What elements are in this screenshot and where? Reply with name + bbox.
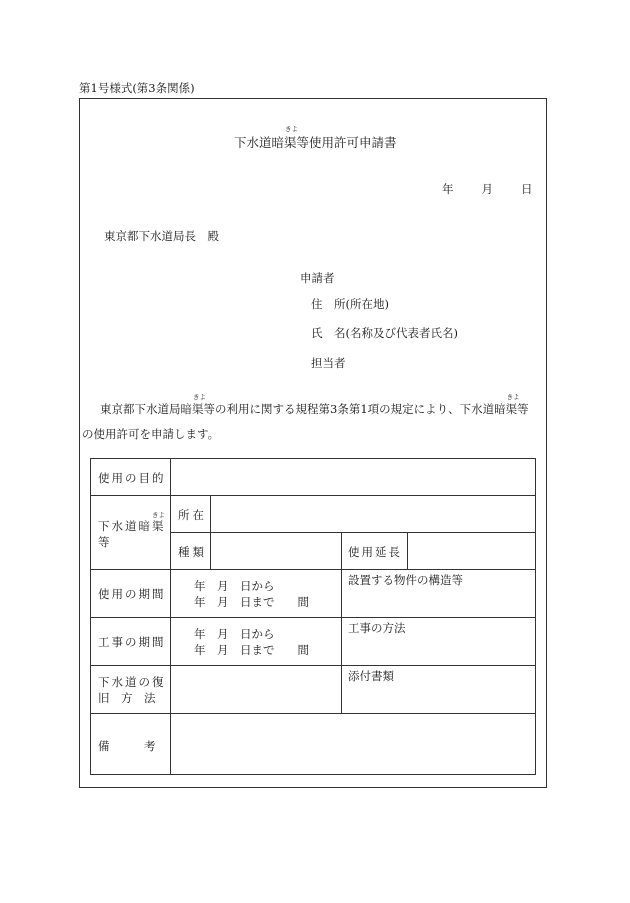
applicant-name: 氏 名(名称及び代表者氏名) xyxy=(311,326,458,340)
work-period-to: 年 月 日まで 間 xyxy=(194,643,309,657)
sewer-ruby: きよ xyxy=(152,511,165,519)
work-method-label: 工事の方法 xyxy=(348,621,406,635)
form-number-label: 第1号様式(第3条関係) xyxy=(79,81,195,95)
structure-label: 設置する物件の構造等 xyxy=(348,573,463,587)
period-from: 年 月 日から xyxy=(194,579,275,593)
applicant-address: 住 所(所在地) xyxy=(311,297,389,311)
form-title: 下水道暗 きよ 渠等使用許可申請書 xyxy=(234,125,397,150)
work-period-label: 工事の期間 xyxy=(98,635,166,649)
period-to: 年 月 日まで 間 xyxy=(194,595,309,609)
attachments-label: 添付書類 xyxy=(348,669,394,683)
restore-label-line-1: 下水道の復 xyxy=(98,675,166,689)
date-month: 月 xyxy=(481,182,493,196)
restore-label-line-2: 旧 方 法 xyxy=(98,691,156,705)
purpose-label: 使用の目的 xyxy=(98,471,166,485)
remarks-label: 備 考 xyxy=(98,739,156,753)
body-ruby-2: きよ xyxy=(506,393,520,401)
addressee: 東京都下水道局長 殿 xyxy=(104,229,219,243)
applicant-label: 申請者 xyxy=(300,271,335,285)
date-year: 年 xyxy=(442,182,454,196)
title-ruby: きよ xyxy=(285,125,299,133)
application-table xyxy=(90,458,536,775)
body-text-line-1: 東京都下水道局暗 きよ 渠等の利用に関する規程第3条第1項の規定により、下水道暗 きよ 渠等 xyxy=(100,393,529,416)
location-label: 所在 xyxy=(178,508,207,522)
body-ruby-1: きよ xyxy=(193,393,206,401)
sewer-label-line-2: 等 xyxy=(98,535,110,549)
type-label: 種類 xyxy=(178,545,207,559)
date-line xyxy=(442,181,533,197)
extension-label: 使用延長 xyxy=(348,545,402,559)
applicant-contact: 担当者 xyxy=(311,356,346,370)
date-day: 日 xyxy=(521,182,533,196)
period-label: 使用の期間 xyxy=(98,587,166,601)
body-text-line-2: の使用許可を申請します。 xyxy=(82,427,220,441)
work-period-from: 年 月 日から xyxy=(194,627,275,641)
sewer-label-line-1: きよ 下水道暗渠 xyxy=(98,511,166,533)
